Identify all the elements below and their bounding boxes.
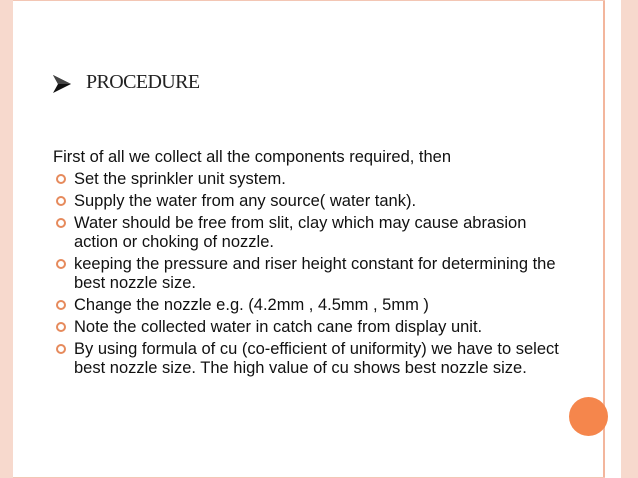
list-item-text: By using formula of cu (co-efficient of uniformity) we have to select best nozzle size. The high value of cu shows best nozzle size. <box>74 340 559 377</box>
intro-text: First of all we collect all the components required, then <box>53 148 452 166</box>
circle-bullet-icon <box>56 322 66 332</box>
slide-title: PROCEDURE <box>86 71 200 93</box>
list-item <box>53 214 573 252</box>
circle-bullet-icon <box>56 259 66 269</box>
list-item <box>53 340 573 378</box>
title-row <box>51 70 200 98</box>
list-item <box>53 318 573 337</box>
right-border <box>621 0 638 478</box>
list-item-text: Water should be free from slit, clay which may cause abrasion action or choking of nozzle. <box>74 214 527 251</box>
circle-bullet-icon <box>56 174 66 184</box>
list-item <box>53 255 573 293</box>
list-item <box>53 296 573 315</box>
circle-bullet-icon <box>56 300 66 310</box>
list-item-text: Note the collected water in catch cane from display unit. <box>74 318 483 336</box>
list-item-text: Set the sprinkler unit system. <box>74 170 286 188</box>
accent-circle <box>569 397 608 436</box>
list-item-text: Supply the water from any source( water tank). <box>74 192 417 210</box>
circle-bullet-icon <box>56 344 66 354</box>
list-item-text: keeping the pressure and riser height constant for determining the best nozzle size. <box>74 255 556 292</box>
list-item <box>53 192 573 211</box>
procedure-list <box>53 170 573 378</box>
circle-bullet-icon <box>56 196 66 206</box>
top-line <box>13 0 605 1</box>
left-border <box>0 0 13 478</box>
circle-bullet-icon <box>56 218 66 228</box>
list-item <box>53 170 573 189</box>
list-item-text: Change the nozzle e.g. (4.2mm , 4.5mm , 5mm ) <box>74 296 429 314</box>
slide-content <box>53 148 573 381</box>
arrowhead-bullet-icon <box>51 73 73 95</box>
